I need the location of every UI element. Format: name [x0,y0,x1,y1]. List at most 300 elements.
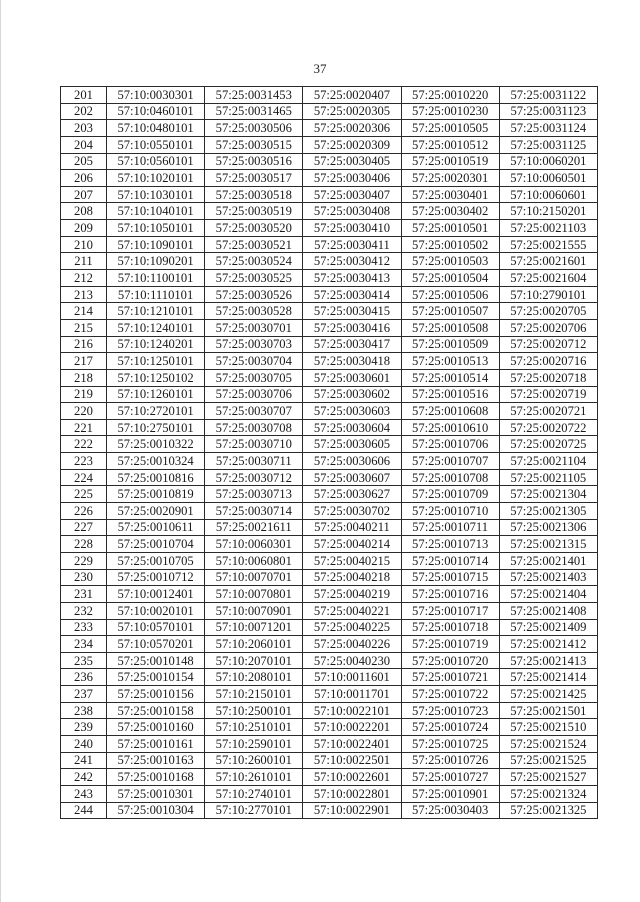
cadastral-code-cell: 57:25:0030710 [205,436,303,453]
cadastral-code-cell: 57:25:0020722 [499,419,597,436]
cadastral-code-cell: 57:25:0021305 [499,503,597,520]
row-number-cell: 242 [61,769,107,786]
cadastral-code-cell: 57:25:0021306 [499,519,597,536]
table-row [61,552,598,569]
cadastral-code-cell: 57:10:1050101 [107,220,205,237]
cadastral-code-cell: 57:25:0030703 [205,336,303,353]
cadastral-code-cell: 57:25:0010512 [401,136,499,153]
cadastral-code-cell: 57:25:0010163 [107,752,205,769]
cadastral-code-cell: 57:25:0030708 [205,419,303,436]
table-row [61,353,598,370]
cadastral-code-cell: 57:25:0010508 [401,319,499,336]
cadastral-code-cell: 57:25:0021524 [499,735,597,752]
cadastral-code-cell: 57:25:0010608 [401,403,499,420]
table-row [61,286,598,303]
cadastral-code-cell: 57:25:0030506 [205,120,303,137]
row-number-cell: 208 [61,203,107,220]
table-row [61,652,598,669]
cadastral-code-cell: 57:25:0010709 [401,486,499,503]
cadastral-code-cell: 57:25:0030702 [303,503,401,520]
cadastral-code-cell: 57:25:0010712 [107,569,205,586]
cadastral-code-cell: 57:25:0030605 [303,436,401,453]
cadastral-code-cell: 57:25:0040211 [303,519,401,536]
cadastral-code-cell: 57:25:0010722 [401,686,499,703]
cadastral-code-cell: 57:25:0030627 [303,486,401,503]
cadastral-code-cell: 57:10:1240101 [107,319,205,336]
cadastral-code-cell: 57:10:1090201 [107,253,205,270]
table-row [61,136,598,153]
cadastral-code-cell: 57:10:2150101 [205,686,303,703]
cadastral-code-cell: 57:25:0040225 [303,619,401,636]
table-row [61,170,598,187]
cadastral-code-cell: 57:25:0010161 [107,735,205,752]
page-number: 37 [313,61,327,76]
cadastral-code-cell: 57:25:0021304 [499,486,597,503]
cadastral-code-cell: 57:25:0020705 [499,303,597,320]
table-row [61,669,598,686]
cadastral-code-cell: 57:25:0040215 [303,552,401,569]
cadastral-codes-table [60,86,598,819]
cadastral-code-cell: 57:10:0022401 [303,735,401,752]
cadastral-code-cell: 57:25:0010507 [401,303,499,320]
cadastral-code-cell: 57:25:0010154 [107,669,205,686]
cadastral-code-cell: 57:25:0030603 [303,403,401,420]
row-number-cell: 235 [61,652,107,669]
cadastral-code-cell: 57:25:0010516 [401,386,499,403]
cadastral-code-cell: 57:25:0020719 [499,386,597,403]
cadastral-code-cell: 57:25:0021325 [499,802,597,819]
row-number-cell: 214 [61,303,107,320]
cadastral-code-cell: 57:25:0010513 [401,353,499,370]
row-number-cell: 202 [61,103,107,120]
cadastral-code-cell: 57:25:0010506 [401,286,499,303]
cadastral-code-cell: 57:10:0022501 [303,752,401,769]
row-number-cell: 239 [61,719,107,736]
cadastral-code-cell: 57:25:0020407 [303,87,401,104]
cadastral-code-cell: 57:25:0021324 [499,785,597,802]
cadastral-code-cell: 57:10:0070901 [205,602,303,619]
cadastral-code-cell: 57:10:1040101 [107,203,205,220]
cadastral-code-cell: 57:25:0030711 [205,453,303,470]
cadastral-code-cell: 57:25:0030604 [303,419,401,436]
cadastral-code-cell: 57:25:0020901 [107,503,205,520]
row-number-cell: 215 [61,319,107,336]
cadastral-code-cell: 57:10:0011601 [303,669,401,686]
cadastral-code-cell: 57:25:0030528 [205,303,303,320]
cadastral-code-cell: 57:10:1090101 [107,236,205,253]
table-row [61,253,598,270]
cadastral-code-cell: 57:25:0040218 [303,569,401,586]
cadastral-code-cell: 57:25:0010156 [107,686,205,703]
cadastral-code-cell: 57:25:0021525 [499,752,597,769]
table-row [61,735,598,752]
table-row [61,303,598,320]
cadastral-code-cell: 57:25:0031465 [205,103,303,120]
table-row [61,503,598,520]
cadastral-code-cell: 57:25:0021401 [499,552,597,569]
row-number-cell: 216 [61,336,107,353]
cadastral-code-cell: 57:10:0022201 [303,719,401,736]
table-row [61,769,598,786]
cadastral-code-cell: 57:25:0010324 [107,453,205,470]
cadastral-code-cell: 57:10:2070101 [205,652,303,669]
cadastral-code-cell: 57:10:1110101 [107,286,205,303]
cadastral-code-cell: 57:25:0010705 [107,552,205,569]
row-number-cell: 234 [61,636,107,653]
row-number-cell: 244 [61,802,107,819]
table-row [61,236,598,253]
cadastral-code-cell: 57:25:0030411 [303,236,401,253]
table-row [61,453,598,470]
cadastral-code-cell: 57:10:2150201 [499,203,597,220]
cadastral-code-cell: 57:25:0040219 [303,586,401,603]
row-number-cell: 224 [61,469,107,486]
cadastral-code-cell: 57:25:0020305 [303,103,401,120]
cadastral-code-cell: 57:25:0030410 [303,220,401,237]
cadastral-code-cell: 57:25:0030705 [205,369,303,386]
table-row [61,386,598,403]
cadastral-code-cell: 57:10:1100101 [107,270,205,287]
cadastral-code-cell: 57:25:0030602 [303,386,401,403]
row-number-cell: 211 [61,253,107,270]
cadastral-code-cell: 57:10:1260101 [107,386,205,403]
cadastral-code-cell: 57:25:0010725 [401,735,499,752]
table-row [61,336,598,353]
cadastral-code-cell: 57:25:0010301 [107,785,205,802]
cadastral-code-cell: 57:25:0021527 [499,769,597,786]
cadastral-code-cell: 57:25:0030413 [303,270,401,287]
cadastral-code-cell: 57:25:0010509 [401,336,499,353]
cadastral-code-cell: 57:10:2060101 [205,636,303,653]
row-number-cell: 240 [61,735,107,752]
cadastral-code-cell: 57:25:0030415 [303,303,401,320]
row-number-cell: 241 [61,752,107,769]
table-row [61,536,598,553]
table-row [61,319,598,336]
cadastral-code-cell: 57:10:0570101 [107,619,205,636]
table-row [61,785,598,802]
table-row [61,220,598,237]
row-number-cell: 229 [61,552,107,569]
row-number-cell: 233 [61,619,107,636]
table-row [61,419,598,436]
cadastral-code-cell: 57:25:0010717 [401,602,499,619]
row-number-cell: 232 [61,602,107,619]
cadastral-code-cell: 57:25:0040214 [303,536,401,553]
cadastral-code-cell: 57:25:0020309 [303,136,401,153]
cadastral-code-cell: 57:10:0030301 [107,87,205,104]
cadastral-code-cell: 57:25:0030416 [303,319,401,336]
cadastral-code-cell: 57:25:0010901 [401,785,499,802]
table-row [61,702,598,719]
cadastral-code-cell: 57:10:0012401 [107,586,205,603]
cadastral-code-cell: 57:25:0021414 [499,669,597,686]
table-row [61,486,598,503]
cadastral-code-cell: 57:25:0021104 [499,453,597,470]
cadastral-code-cell: 57:25:0010502 [401,236,499,253]
cadastral-code-cell: 57:25:0010304 [107,802,205,819]
cadastral-code-cell: 57:25:0030526 [205,286,303,303]
cadastral-code-cell: 57:25:0010719 [401,636,499,653]
table-row [61,120,598,137]
cadastral-code-cell: 57:25:0010610 [401,419,499,436]
cadastral-code-cell: 57:10:0480101 [107,120,205,137]
cadastral-code-cell: 57:25:0031122 [499,87,597,104]
cadastral-code-cell: 57:25:0010519 [401,153,499,170]
cadastral-code-cell: 57:25:0010723 [401,702,499,719]
cadastral-code-cell: 57:25:0020706 [499,319,597,336]
cadastral-code-cell: 57:10:0022901 [303,802,401,819]
cadastral-code-cell: 57:25:0040230 [303,652,401,669]
cadastral-code-cell: 57:25:0030525 [205,270,303,287]
cadastral-code-cell: 57:25:0010148 [107,652,205,669]
cadastral-code-cell: 57:25:0010720 [401,652,499,669]
table-row [61,153,598,170]
cadastral-code-cell: 57:25:0021604 [499,270,597,287]
cadastral-code-cell: 57:25:0010727 [401,769,499,786]
cadastral-code-cell: 57:25:0010168 [107,769,205,786]
cadastral-code-cell: 57:25:0030520 [205,220,303,237]
cadastral-code-cell: 57:10:0060601 [499,186,597,203]
cadastral-code-cell: 57:25:0030407 [303,186,401,203]
cadastral-code-cell: 57:25:0010220 [401,87,499,104]
row-number-cell: 236 [61,669,107,686]
page-edge-shadow [0,0,1,902]
cadastral-code-cell: 57:25:0021611 [205,519,303,536]
table-row [61,569,598,586]
cadastral-code-cell: 57:25:0031453 [205,87,303,104]
cadastral-code-cell: 57:25:0030405 [303,153,401,170]
cadastral-code-cell: 57:25:0010721 [401,669,499,686]
cadastral-code-cell: 57:10:0560101 [107,153,205,170]
row-number-cell: 220 [61,403,107,420]
cadastral-code-cell: 57:25:0030406 [303,170,401,187]
cadastral-code-cell: 57:10:0060501 [499,170,597,187]
table-row [61,802,598,819]
row-number-cell: 218 [61,369,107,386]
table-row [61,103,598,120]
cadastral-code-cell: 57:25:0010816 [107,469,205,486]
cadastral-code-cell: 57:10:2590101 [205,735,303,752]
cadastral-code-cell: 57:10:1250102 [107,369,205,386]
cadastral-code-cell: 57:25:0010710 [401,503,499,520]
cadastral-code-cell: 57:25:0030519 [205,203,303,220]
cadastral-code-cell: 57:25:0010726 [401,752,499,769]
cadastral-code-cell: 57:25:0021555 [499,236,597,253]
cadastral-code-cell: 57:25:0030408 [303,203,401,220]
table-row [61,519,598,536]
cadastral-code-cell: 57:25:0021315 [499,536,597,553]
cadastral-code-cell: 57:25:0010514 [401,369,499,386]
cadastral-code-cell: 57:25:0021601 [499,253,597,270]
cadastral-code-cell: 57:25:0010724 [401,719,499,736]
cadastral-code-cell: 57:25:0010158 [107,702,205,719]
cadastral-code-cell: 57:25:0030521 [205,236,303,253]
row-number-cell: 237 [61,686,107,703]
cadastral-code-cell: 57:25:0030515 [205,136,303,153]
cadastral-code-cell: 57:10:0022801 [303,785,401,802]
cadastral-code-cell: 57:25:0030601 [303,369,401,386]
cadastral-code-cell: 57:25:0020301 [401,170,499,187]
row-number-cell: 225 [61,486,107,503]
row-number-cell: 238 [61,702,107,719]
cadastral-code-cell: 57:25:0030607 [303,469,401,486]
cadastral-code-cell: 57:10:0060801 [205,552,303,569]
cadastral-code-cell: 57:10:0070701 [205,569,303,586]
row-number-cell: 210 [61,236,107,253]
cadastral-code-cell: 57:10:0550101 [107,136,205,153]
cadastral-code-cell: 57:10:2750101 [107,419,205,436]
row-number-cell: 219 [61,386,107,403]
cadastral-code-cell: 57:25:0020716 [499,353,597,370]
cadastral-code-cell: 57:25:0010504 [401,270,499,287]
cadastral-code-cell: 57:25:0021103 [499,220,597,237]
cadastral-code-cell: 57:10:1030101 [107,186,205,203]
cadastral-code-cell: 57:25:0040226 [303,636,401,653]
cadastral-code-cell: 57:25:0030412 [303,253,401,270]
cadastral-code-cell: 57:25:0030714 [205,503,303,520]
cadastral-code-cell: 57:25:0010611 [107,519,205,536]
cadastral-code-cell: 57:25:0021413 [499,652,597,669]
cadastral-code-cell: 57:25:0010819 [107,486,205,503]
cadastral-code-cell: 57:25:0030517 [205,170,303,187]
table-row [61,636,598,653]
cadastral-code-cell: 57:10:0020101 [107,602,205,619]
cadastral-code-cell: 57:10:0060201 [499,153,597,170]
row-number-cell: 228 [61,536,107,553]
row-number-cell: 207 [61,186,107,203]
cadastral-code-cell: 57:25:0010704 [107,536,205,553]
row-number-cell: 231 [61,586,107,603]
cadastral-code-cell: 57:25:0020306 [303,120,401,137]
cadastral-code-cell: 57:25:0010322 [107,436,205,453]
cadastral-code-cell: 57:25:0010716 [401,586,499,603]
cadastral-code-cell: 57:10:2500101 [205,702,303,719]
table-row [61,186,598,203]
cadastral-code-cell: 57:25:0010503 [401,253,499,270]
cadastral-code-cell: 57:25:0021408 [499,602,597,619]
cadastral-code-cell: 57:25:0031124 [499,120,597,137]
cadastral-code-cell: 57:25:0021501 [499,702,597,719]
row-number-cell: 222 [61,436,107,453]
cadastral-code-cell: 57:10:0060301 [205,536,303,553]
cadastral-code-cell: 57:25:0010714 [401,552,499,569]
cadastral-code-cell: 57:25:0021409 [499,619,597,636]
cadastral-code-cell: 57:25:0030518 [205,186,303,203]
cadastral-code-cell: 57:25:0030704 [205,353,303,370]
cadastral-code-cell: 57:25:0030402 [401,203,499,220]
cadastral-code-cell: 57:10:1210101 [107,303,205,320]
cadastral-code-cell: 57:25:0021105 [499,469,597,486]
cadastral-code-cell: 57:10:2600101 [205,752,303,769]
table-row [61,752,598,769]
row-number-cell: 204 [61,136,107,153]
cadastral-code-cell: 57:25:0030418 [303,353,401,370]
cadastral-code-cell: 57:25:0040221 [303,602,401,619]
table-row [61,619,598,636]
cadastral-code-cell: 57:25:0020712 [499,336,597,353]
table-row [61,719,598,736]
cadastral-code-cell: 57:10:1020101 [107,170,205,187]
cadastral-code-cell: 57:25:0030713 [205,486,303,503]
cadastral-code-cell: 57:25:0030401 [401,186,499,203]
cadastral-code-cell: 57:10:2610101 [205,769,303,786]
table-row [61,586,598,603]
table-row [61,87,598,104]
cadastral-code-cell: 57:10:2790101 [499,286,597,303]
cadastral-code-cell: 57:10:0070801 [205,586,303,603]
cadastral-code-cell: 57:10:0011701 [303,686,401,703]
row-number-cell: 201 [61,87,107,104]
table-row [61,436,598,453]
cadastral-code-cell: 57:25:0021510 [499,719,597,736]
row-number-cell: 213 [61,286,107,303]
cadastral-code-cell: 57:25:0020721 [499,403,597,420]
cadastral-code-cell: 57:25:0021403 [499,569,597,586]
row-number-cell: 203 [61,120,107,137]
cadastral-code-cell: 57:25:0010501 [401,220,499,237]
table-row [61,602,598,619]
cadastral-code-cell: 57:25:0030516 [205,153,303,170]
row-number-cell: 217 [61,353,107,370]
table-row [61,369,598,386]
cadastral-code-cell: 57:10:0022101 [303,702,401,719]
cadastral-code-cell: 57:25:0030606 [303,453,401,470]
table-body [61,87,598,819]
cadastral-code-cell: 57:10:0460101 [107,103,205,120]
row-number-cell: 223 [61,453,107,470]
table-row [61,403,598,420]
cadastral-code-cell: 57:25:0020725 [499,436,597,453]
cadastral-code-cell: 57:25:0010711 [401,519,499,536]
cadastral-code-cell: 57:25:0030414 [303,286,401,303]
row-number-cell: 243 [61,785,107,802]
row-number-cell: 230 [61,569,107,586]
table-row [61,203,598,220]
cadastral-code-cell: 57:25:0010707 [401,453,499,470]
cadastral-code-cell: 57:10:2080101 [205,669,303,686]
cadastral-code-cell: 57:25:0031123 [499,103,597,120]
cadastral-code-cell: 57:25:0030403 [401,802,499,819]
row-number-cell: 205 [61,153,107,170]
row-number-cell: 221 [61,419,107,436]
row-number-cell: 227 [61,519,107,536]
row-number-cell: 212 [61,270,107,287]
cadastral-code-cell: 57:25:0030417 [303,336,401,353]
cadastral-code-cell: 57:10:1240201 [107,336,205,353]
cadastral-code-cell: 57:10:0022601 [303,769,401,786]
cadastral-code-cell: 57:25:0021425 [499,686,597,703]
row-number-cell: 209 [61,220,107,237]
cadastral-code-cell: 57:10:1250101 [107,353,205,370]
cadastral-code-cell: 57:25:0010713 [401,536,499,553]
table-row [61,469,598,486]
cadastral-code-cell: 57:10:2720101 [107,403,205,420]
cadastral-code-cell: 57:25:0020718 [499,369,597,386]
table-row [61,270,598,287]
cadastral-code-cell: 57:10:0071201 [205,619,303,636]
cadastral-code-cell: 57:25:0030524 [205,253,303,270]
table-row [61,686,598,703]
cadastral-code-cell: 57:10:0570201 [107,636,205,653]
cadastral-code-cell: 57:10:2770101 [205,802,303,819]
row-number-cell: 206 [61,170,107,187]
cadastral-code-cell: 57:25:0030706 [205,386,303,403]
cadastral-code-cell: 57:25:0030701 [205,319,303,336]
cadastral-code-cell: 57:25:0021404 [499,586,597,603]
row-number-cell: 226 [61,503,107,520]
cadastral-code-cell: 57:25:0030707 [205,403,303,420]
